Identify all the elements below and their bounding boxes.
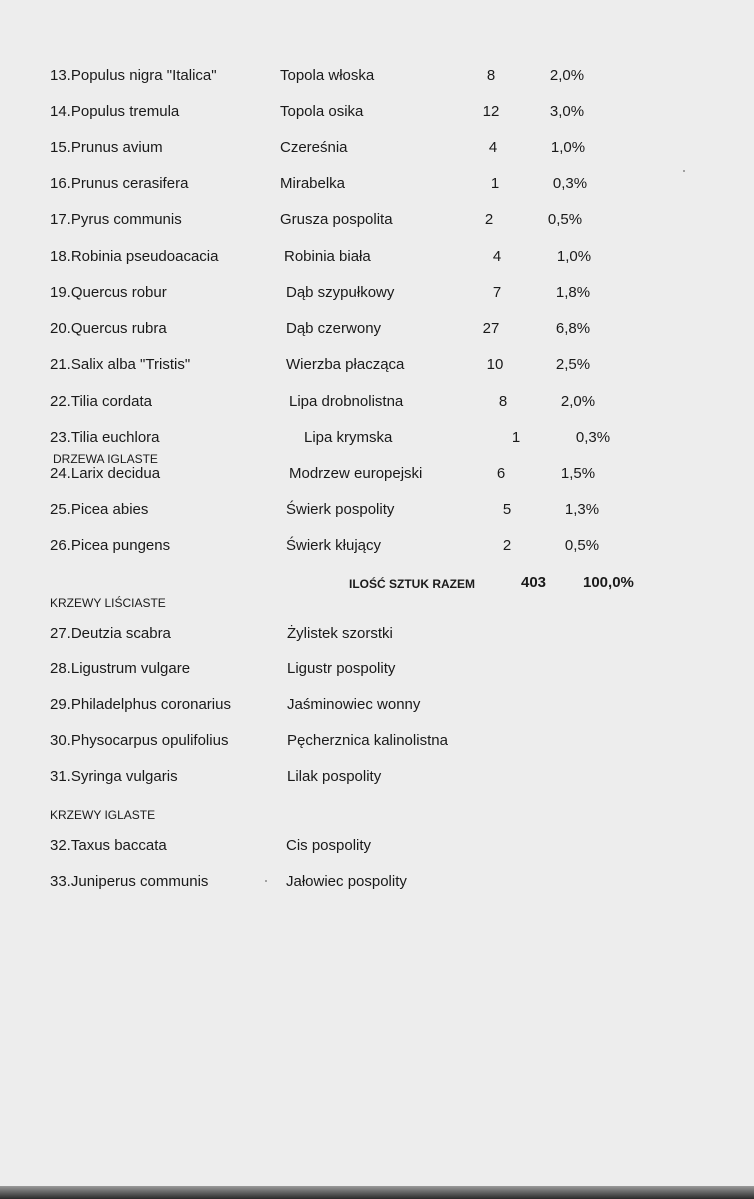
section-heading-deciduous-shrubs: KRZEWY LIŚCIASTE	[50, 596, 166, 610]
table-row	[0, 392, 754, 412]
polish-name: Grusza pospolita	[280, 211, 393, 228]
latin-name: 24.Larix decidua	[50, 465, 161, 482]
polish-name: Lipa drobnolistna	[289, 393, 404, 410]
latin-name: 29.Philadelphus coronarius	[50, 696, 231, 713]
table-row	[0, 659, 754, 679]
count: 7	[492, 284, 502, 301]
table-row	[0, 355, 754, 375]
section-heading-conifer-trees: DRZEWA IGLASTE	[53, 452, 158, 466]
polish-name: Dąb czerwony	[286, 320, 382, 337]
latin-name: 26.Picea pungens	[50, 537, 171, 554]
polish-name: Jaśminowiec wonny	[287, 696, 421, 713]
polish-name: Mirabelka	[280, 175, 346, 192]
latin-name: 33.Juniperus communis	[50, 873, 209, 890]
latin-name: 30.Physocarpus opulifolius	[50, 732, 229, 749]
polish-name: Pęcherznica kalinolistna	[287, 732, 448, 749]
polish-name: Czereśnia	[280, 139, 348, 156]
latin-name: 25.Picea abies	[50, 501, 149, 518]
polish-name: Topola osika	[280, 103, 364, 120]
total-count: 403	[521, 574, 547, 591]
percent: 6,8%	[555, 320, 591, 337]
count: 2	[484, 211, 494, 228]
percent: 1,5%	[560, 465, 596, 482]
scan-speck	[683, 170, 685, 172]
count: 2	[502, 537, 512, 554]
count: 4	[492, 248, 502, 265]
total-percent: 100,0%	[583, 574, 634, 591]
percent: 1,0%	[556, 248, 592, 265]
polish-name: Dąb szypułkowy	[286, 284, 395, 301]
latin-name: 32.Taxus baccata	[50, 837, 167, 854]
percent: 2,5%	[555, 356, 591, 373]
count: 4	[488, 139, 498, 156]
table-row	[0, 767, 754, 787]
table-row	[0, 536, 754, 556]
polish-name: Żylistek szorstki	[287, 625, 393, 642]
table-row	[0, 319, 754, 339]
percent: 2,0%	[549, 67, 585, 84]
polish-name: Robinia biała	[284, 248, 371, 265]
section-heading-conifer-shrubs: KRZEWY IGLASTE	[50, 808, 156, 822]
count: 1	[511, 429, 521, 446]
table-row	[0, 210, 754, 230]
table-row	[0, 464, 754, 484]
total-label: ILOŚĆ SZTUK RAZEM	[349, 577, 475, 591]
polish-name: Jałowiec pospolity	[286, 873, 407, 890]
latin-name: 18.Robinia pseudoacacia	[50, 248, 219, 265]
latin-name: 28.Ligustrum vulgare	[50, 660, 191, 677]
polish-name: Topola włoska	[280, 67, 375, 84]
percent: 3,0%	[549, 103, 585, 120]
latin-name: 19.Quercus robur	[50, 284, 167, 301]
latin-name: 23.Tilia euchlora	[50, 429, 160, 446]
percent: 0,5%	[564, 537, 600, 554]
percent: 1,0%	[550, 139, 586, 156]
table-row	[0, 695, 754, 715]
polish-name: Wierzba płacząca	[286, 356, 405, 373]
latin-name: 17.Pyrus communis	[50, 211, 182, 228]
table-row	[0, 872, 754, 892]
table-row	[0, 500, 754, 520]
table-row	[0, 428, 754, 448]
table-row	[0, 174, 754, 194]
count: 8	[498, 393, 508, 410]
count: 5	[502, 501, 512, 518]
latin-name: 13.Populus nigra "Italica"	[50, 67, 217, 84]
polish-name: Lipa krymska	[304, 429, 393, 446]
percent: 0,5%	[547, 211, 583, 228]
latin-name: 20.Quercus rubra	[50, 320, 167, 337]
latin-name: 21.Salix alba "Tristis"	[50, 356, 191, 373]
latin-name: 22.Tilia cordata	[50, 393, 152, 410]
scan-speck	[265, 880, 267, 882]
table-row	[0, 283, 754, 303]
percent: 0,3%	[552, 175, 588, 192]
polish-name: Świerk kłujący	[286, 537, 382, 554]
latin-name: 14.Populus tremula	[50, 103, 180, 120]
polish-name: Ligustr pospolity	[287, 660, 396, 677]
polish-name: Lilak pospolity	[287, 768, 382, 785]
count: 8	[486, 67, 496, 84]
percent: 1,3%	[564, 501, 600, 518]
percent: 2,0%	[560, 393, 596, 410]
count: 27	[482, 320, 500, 337]
table-row	[0, 247, 754, 267]
percent: 1,8%	[555, 284, 591, 301]
latin-name: 31.Syringa vulgaris	[50, 768, 178, 785]
count: 6	[496, 465, 506, 482]
count: 12	[482, 103, 500, 120]
scan-bottom-edge	[0, 1186, 754, 1199]
count: 1	[490, 175, 500, 192]
table-row	[0, 102, 754, 122]
table-row	[0, 66, 754, 86]
table-row	[0, 731, 754, 751]
latin-name: 27.Deutzia scabra	[50, 625, 171, 642]
polish-name: Świerk pospolity	[286, 501, 395, 518]
table-row	[0, 624, 754, 644]
latin-name: 16.Prunus cerasifera	[50, 175, 189, 192]
polish-name: Cis pospolity	[286, 837, 372, 854]
table-row	[0, 836, 754, 856]
percent: 0,3%	[575, 429, 611, 446]
table-row	[0, 138, 754, 158]
polish-name: Modrzew europejski	[289, 465, 423, 482]
latin-name: 15.Prunus avium	[50, 139, 163, 156]
count: 10	[486, 356, 504, 373]
